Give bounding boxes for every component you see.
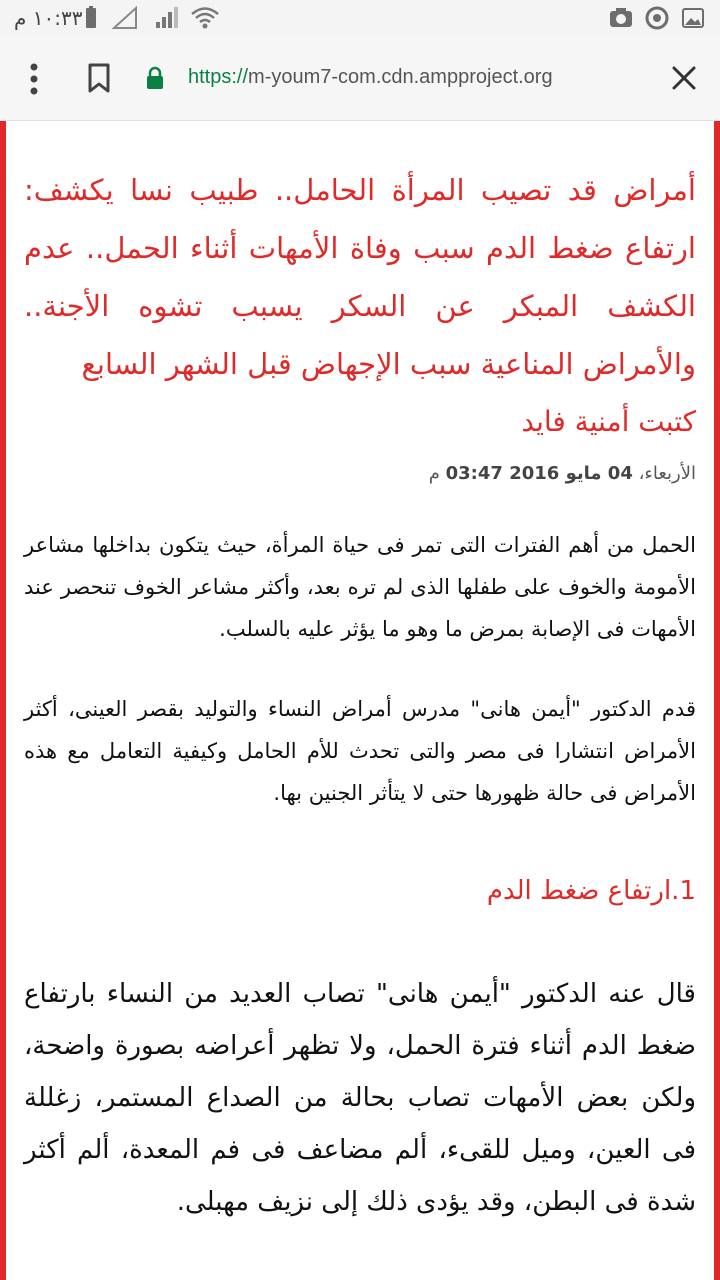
wifi-icon	[190, 6, 216, 30]
article	[6, 161, 714, 1228]
date-value: 04 مايو 2016 03:47	[445, 463, 633, 484]
status-bar	[0, 0, 720, 36]
date-day: الأربعاء،	[632, 463, 696, 484]
article-paragraph: قدم الدكتور "أيمن هانى" مدرس أمراض النساء والتوليد بقصر العينى، أكثر الأمراض انتشارا فى مصر والتى تحدث للأم الحامل وكيفية التعامل مع هذه الأمراض فى حالة ظهورها حتى لا يتأثر الجنين بها.	[24, 697, 696, 805]
section-heading: 1.ارتفاع ضغط الدم	[486, 876, 696, 906]
url-host: m-youm7-com.cdn.ampproject.org	[248, 66, 553, 88]
page-content[interactable]	[0, 121, 720, 1280]
camera-icon	[608, 6, 634, 30]
article-paragraph: الحمل من أهم الفترات التى تمر فى حياة المرأة، حيث يتكون بداخلها مشاعر الأمومة والخوف على طفلها الذى لم تره بعد، وأكثر مشاعر الخوف تنحصر عند الأمهات فى الإصابة بمرض ما وهو ما يؤثر عليه بالسلب.	[24, 533, 696, 641]
browser-toolbar	[0, 36, 720, 121]
date-period: م	[428, 463, 446, 484]
close-icon[interactable]	[670, 64, 698, 92]
article-paragraph: قال عنه الدكتور "أيمن هانى" تصاب العديد من النساء بارتفاع ضغط الدم أثناء فترة الحمل، ولا تظهر أعراضه بصورة واضحة، ولكن بعض الأمهات تصاب بحالة من الصداع المستمر، زغللة فى العين، وميل للقىء، ألم مضاعف فى فم المعدة، ألم أكثر شدة فى البطن، وقد يؤدى ذلك إلى نزيف مهبلى.	[24, 979, 696, 1217]
article-headline: أمراض قد تصيب المرأة الحامل.. طبيب نسا يكشف: ارتفاع ضغط الدم سبب وفاة الأمهات أثناء الحمل.. عدم الكشف المبكر عن السكر يسبب تشوه الأجنة.. والأمراض المناعية سبب الإجهاض قبل الشهر السابع	[24, 173, 696, 381]
image-icon	[680, 6, 706, 30]
bookmark-icon[interactable]	[84, 62, 114, 94]
clock: ١٠:٣٣ م	[14, 6, 83, 30]
url-field[interactable]	[188, 66, 553, 89]
menu-icon[interactable]	[20, 62, 48, 96]
lock-icon	[144, 66, 166, 90]
battery-icon	[78, 6, 104, 30]
article-date	[24, 463, 696, 484]
article-author: كتبت أمنية فايد	[521, 405, 696, 438]
url-scheme: https://	[188, 66, 249, 88]
chrome-icon	[644, 6, 670, 30]
no-sim-icon	[112, 6, 138, 30]
signal-icon	[154, 6, 180, 30]
